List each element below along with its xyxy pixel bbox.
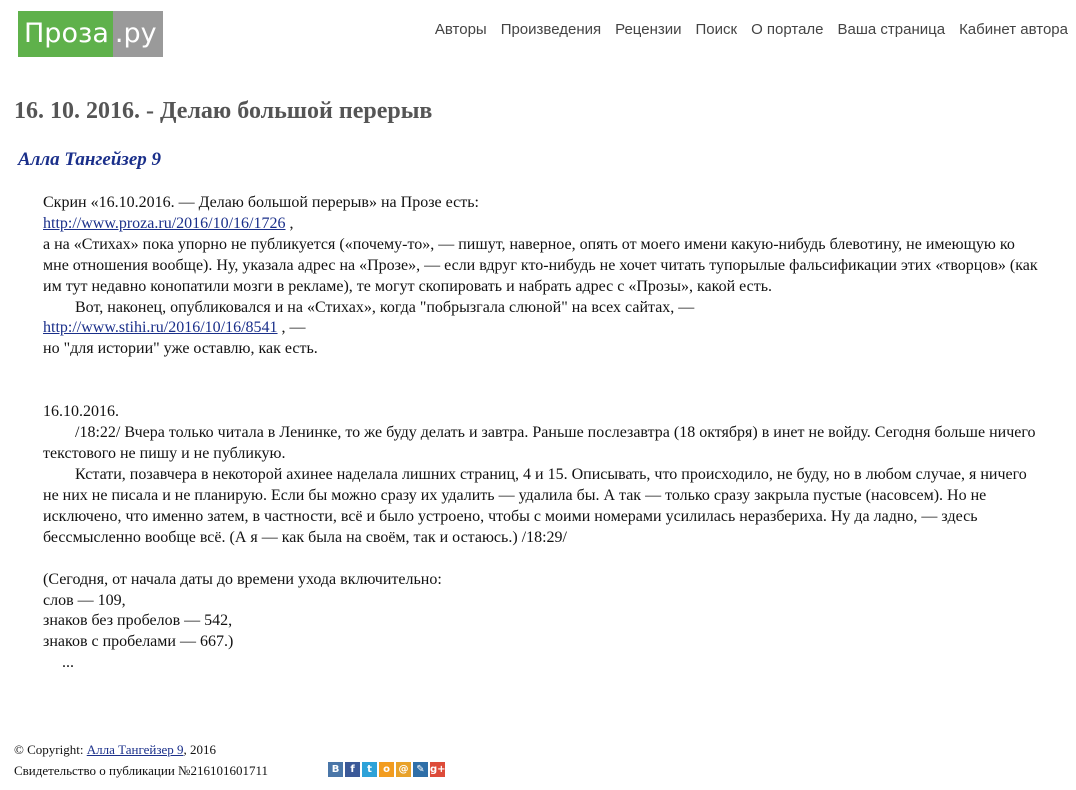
paragraph-5: /18:22/ Вчера только читала в Ленинке, то же буду делать и завтра. Раньше послезавтра (18 октября) в инет не войду. Сегодня больше ничего текстового не пишу и не публикую.: [43, 424, 1036, 463]
link2-suffix: , —: [277, 319, 306, 337]
copyright-year: , 2016: [183, 742, 216, 757]
author-link[interactable]: Алла Тангейзер 9: [18, 149, 162, 170]
ellipsis: ...: [62, 654, 74, 672]
nav-about[interactable]: О портале: [751, 21, 824, 38]
logo-part-1: Проза: [18, 11, 113, 57]
link-line-2: [43, 318, 1043, 339]
paragraph-3: Вот, наконец, опубликовался и на «Стихах», когда "побрызгала слюной" на всех сайтах, —: [75, 298, 695, 316]
top-nav: [421, 21, 1068, 38]
copyright-author-link[interactable]: Алла Тангейзер 9: [86, 742, 184, 757]
article-body: [43, 193, 1043, 674]
proza-link[interactable]: http://www.proza.ru/2016/10/16/1726: [43, 214, 286, 232]
spacer: [43, 360, 1043, 402]
twitter-icon[interactable]: t: [362, 762, 377, 777]
copyright-line: [14, 739, 268, 760]
site-logo[interactable]: [18, 11, 163, 57]
nav-works[interactable]: Произведения: [500, 21, 602, 38]
odnoklassniki-icon[interactable]: о: [379, 762, 394, 777]
paragraph-2: а на «Стихах» пока упорно не публикуется («почему-то», — пишут, наверное, опять от моего имени какую-нибудь блевотину, не имеющую ко мне отношения вообще). Ну, указала адрес на «Прозе», — если вдруг кто-нибудь не хочет читать тупорылые фальсификации этих «творцов» (как им тут недавно конопатили мозги в рекламе), те могут скопировать и набрать адрес с «Прозы», какой есть.: [43, 235, 1038, 295]
stats-intro: (Сегодня, от начала даты до времени ухода включительно:: [43, 570, 442, 588]
spacer: [43, 549, 1043, 570]
stihi-link[interactable]: http://www.stihi.ru/2016/10/16/8541: [43, 319, 278, 337]
social-share-bar: [328, 762, 445, 777]
certificate-line: Свидетельство о публикации №216101601711: [14, 763, 268, 778]
paragraph-1: Скрин «16.10.2016. — Делаю большой перерыв» на Прозе есть:: [43, 194, 479, 211]
facebook-icon[interactable]: f: [345, 762, 360, 777]
stats-words: слов — 109,: [43, 591, 126, 609]
mail-icon[interactable]: @: [396, 762, 411, 777]
nav-search[interactable]: Поиск: [695, 21, 738, 38]
nav-author-cabinet[interactable]: Кабинет автора: [959, 21, 1068, 38]
footer: [14, 739, 268, 781]
googleplus-icon[interactable]: g+: [430, 764, 446, 775]
paragraph-6: Кстати, позавчера в некоторой ахинее наделала лишних страниц, 4 и 15. Описывать, что происходило, не буду, но в любом случае, я ничего не них не писала и не планирую. Если бы можно сразу их удалить — удалила бы. А так — только сразу закрыла пустые (насовсем). Но не исключено, что именно затем, в частности, всё и было устроено, чтобы с моими номерами усилилась неразбериха. Ну да ладно, — здесь бессмысленно вообще всё. (А я — как была на своём, так и остаюсь.) /18:29/: [43, 465, 1027, 546]
link1-suffix: ,: [285, 214, 294, 232]
nav-authors[interactable]: Авторы: [434, 21, 487, 38]
logo-part-2: .ру: [113, 11, 163, 57]
vk-icon[interactable]: В: [328, 762, 343, 777]
date-line: 16.10.2016.: [43, 403, 119, 421]
page-title: 16. 10. 2016. - Делаю большой перерыв: [14, 98, 433, 124]
copyright-prefix: © Copyright:: [14, 742, 87, 757]
link-line-1: [43, 214, 1043, 235]
stats-space: знаков с пробелами — 667.): [43, 633, 234, 651]
stats-nospace: знаков без пробелов — 542,: [43, 612, 233, 630]
nav-reviews[interactable]: Рецензии: [615, 21, 682, 38]
paragraph-4: но "для истории" уже оставлю, как есть.: [43, 340, 318, 358]
livejournal-icon[interactable]: ✎: [413, 762, 428, 777]
nav-your-page[interactable]: Ваша страница: [837, 21, 946, 38]
